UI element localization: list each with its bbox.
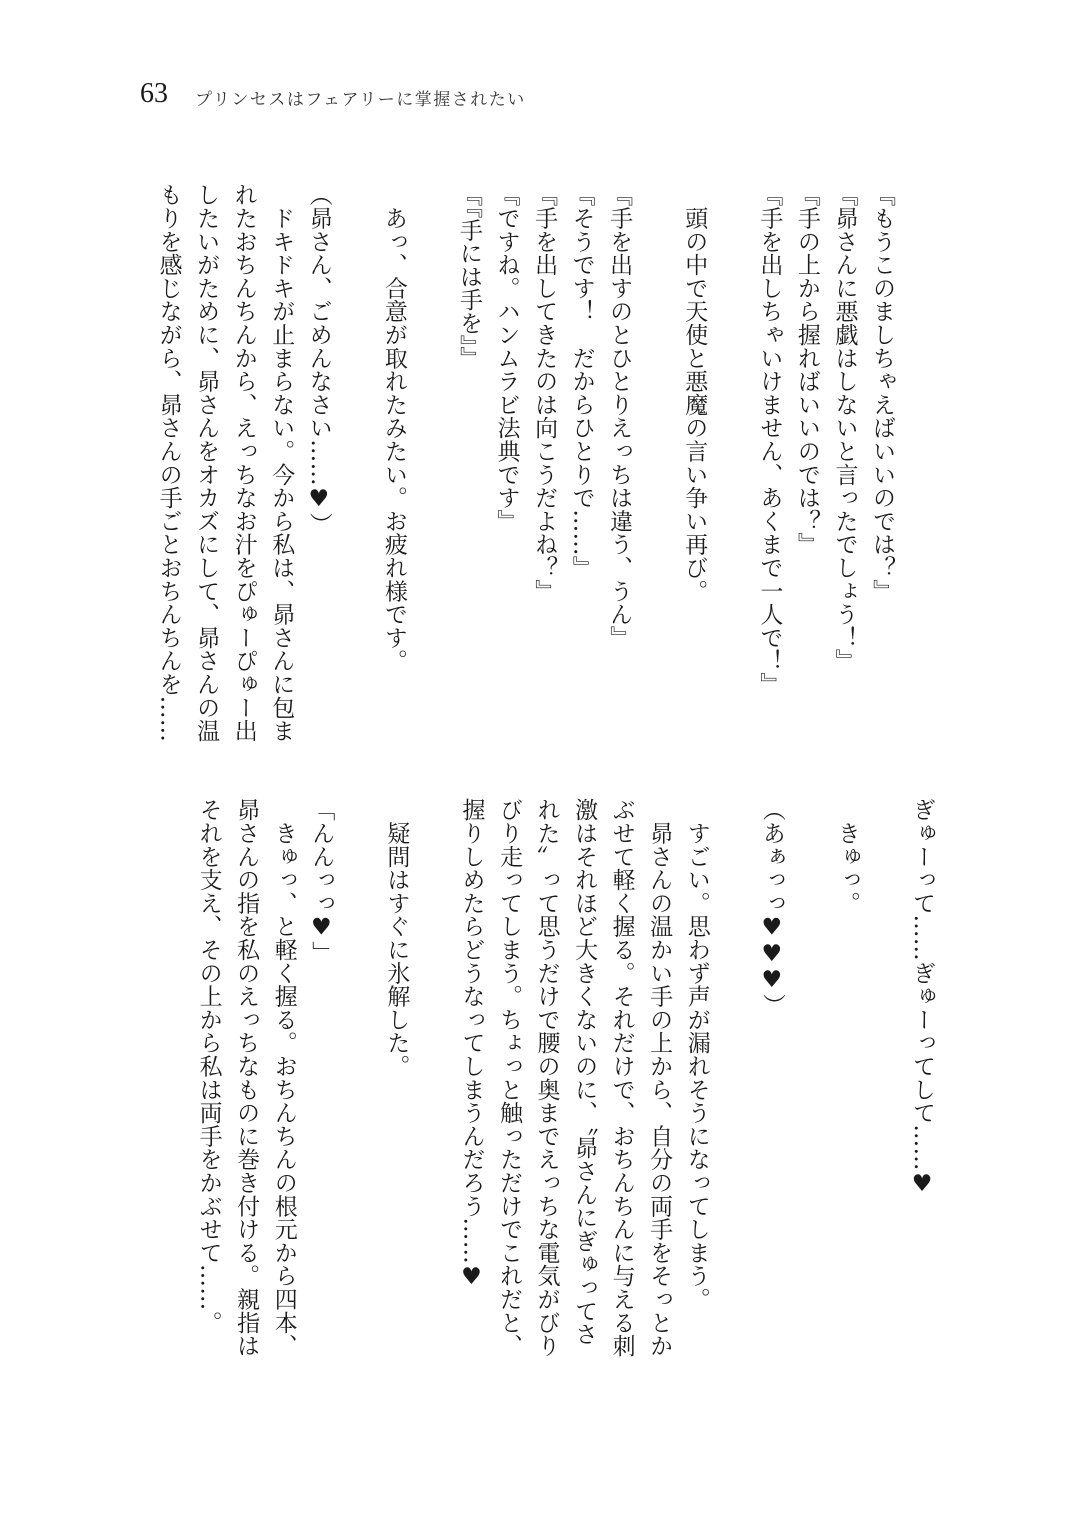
text-line: 『『手には手を』』	[455, 183, 482, 370]
text-line: 『そうです！ だからひとりで……』	[568, 183, 595, 580]
running-title: プリンセスはフェアリーに掌握されたい	[195, 90, 526, 110]
text-line: びり走ってしまう。ちょっと触っただけでこれだと、	[495, 798, 522, 1358]
text-line: したいがために、昴さんをオカズにして、昴さんの温	[193, 183, 220, 743]
text-line: 昴さんの指を私のえっちなものに巻き付ける。親指は	[233, 798, 260, 1358]
blank-line	[337, 183, 375, 763]
text-line: 昴さんの温かい手の上から、自分の両手をそっとか	[646, 798, 673, 1358]
text-line: 頭の中で天使と悪魔の言い争い再び。	[681, 183, 708, 603]
text-line: もりを感じながら、昴さんの手ごとおちんちんを……	[155, 183, 182, 743]
text-line: あっ、合意が取れたみたい。お疲れ様です。	[380, 183, 407, 673]
text-line: 『手の上から握ればいいのでは？』	[793, 183, 820, 556]
text-line: 『手を出しちゃいけません、あくまで一人で！』	[756, 183, 783, 696]
text-line: 『手を出してきたのは向こうだよね？』	[531, 183, 558, 603]
text-line: 疑問はすぐに氷解した。	[383, 798, 410, 1078]
text-line: 激はそれほど大きくないのに、〝昴さんにぎゅってさ	[571, 798, 598, 1346]
blank-line	[637, 183, 675, 763]
text-line: （昴さん、ごめんなさい……♥）	[305, 183, 332, 536]
text-block-top	[149, 183, 900, 763]
text-line: すごい。思わず声が漏れそうになってしまう。	[683, 798, 710, 1311]
text-line: 「んんっっ♥」	[308, 798, 335, 965]
text-line: きゅっ、と軽く握る。おちんちんの根元から四本、	[270, 798, 297, 1358]
page-number: 63	[140, 78, 168, 109]
text-line: （あぁっっ♥♥♥）	[758, 798, 785, 1017]
blank-line	[414, 798, 452, 1398]
text-line: れたおちんちんから、えっちなお汁をぴゅーぴゅー出	[230, 183, 257, 743]
text-line: 握りしめたらどうなってしまうんだろう……♥	[458, 798, 485, 1291]
text-line: 『もうこのましちゃえばいいのでは？』	[869, 183, 895, 603]
text-block-bottom	[189, 798, 940, 1398]
blank-line	[712, 183, 750, 763]
text-line: れた〟って思うだけで腰の奥までえっちな電気がびり	[533, 798, 560, 1358]
blank-line	[790, 798, 828, 1398]
text-line: きゅっ。	[833, 798, 860, 915]
blank-line	[715, 798, 753, 1398]
text-line: ぶせて軽く握る。それだけで、おちんちんに与える刺	[608, 798, 635, 1358]
text-line: 『昴さんに悪戯はしないと言ったでしょう！』	[831, 183, 858, 673]
text-line: 『ですね。ハンムラビ法典です』	[493, 183, 520, 533]
blank-line	[865, 798, 903, 1398]
blank-line	[339, 798, 377, 1398]
text-line: それを支え、その上から私は両手をかぶせて……。	[195, 798, 222, 1334]
text-line: 『手を出すのとひとりえっちは違う、うん』	[606, 183, 633, 649]
text-line: ぎゅーって……ぎゅーってして……♥	[909, 798, 935, 1198]
text-line: ドキドキが止まらない。今から私は、昴さんに包ま	[268, 183, 295, 743]
blank-line	[412, 183, 450, 763]
